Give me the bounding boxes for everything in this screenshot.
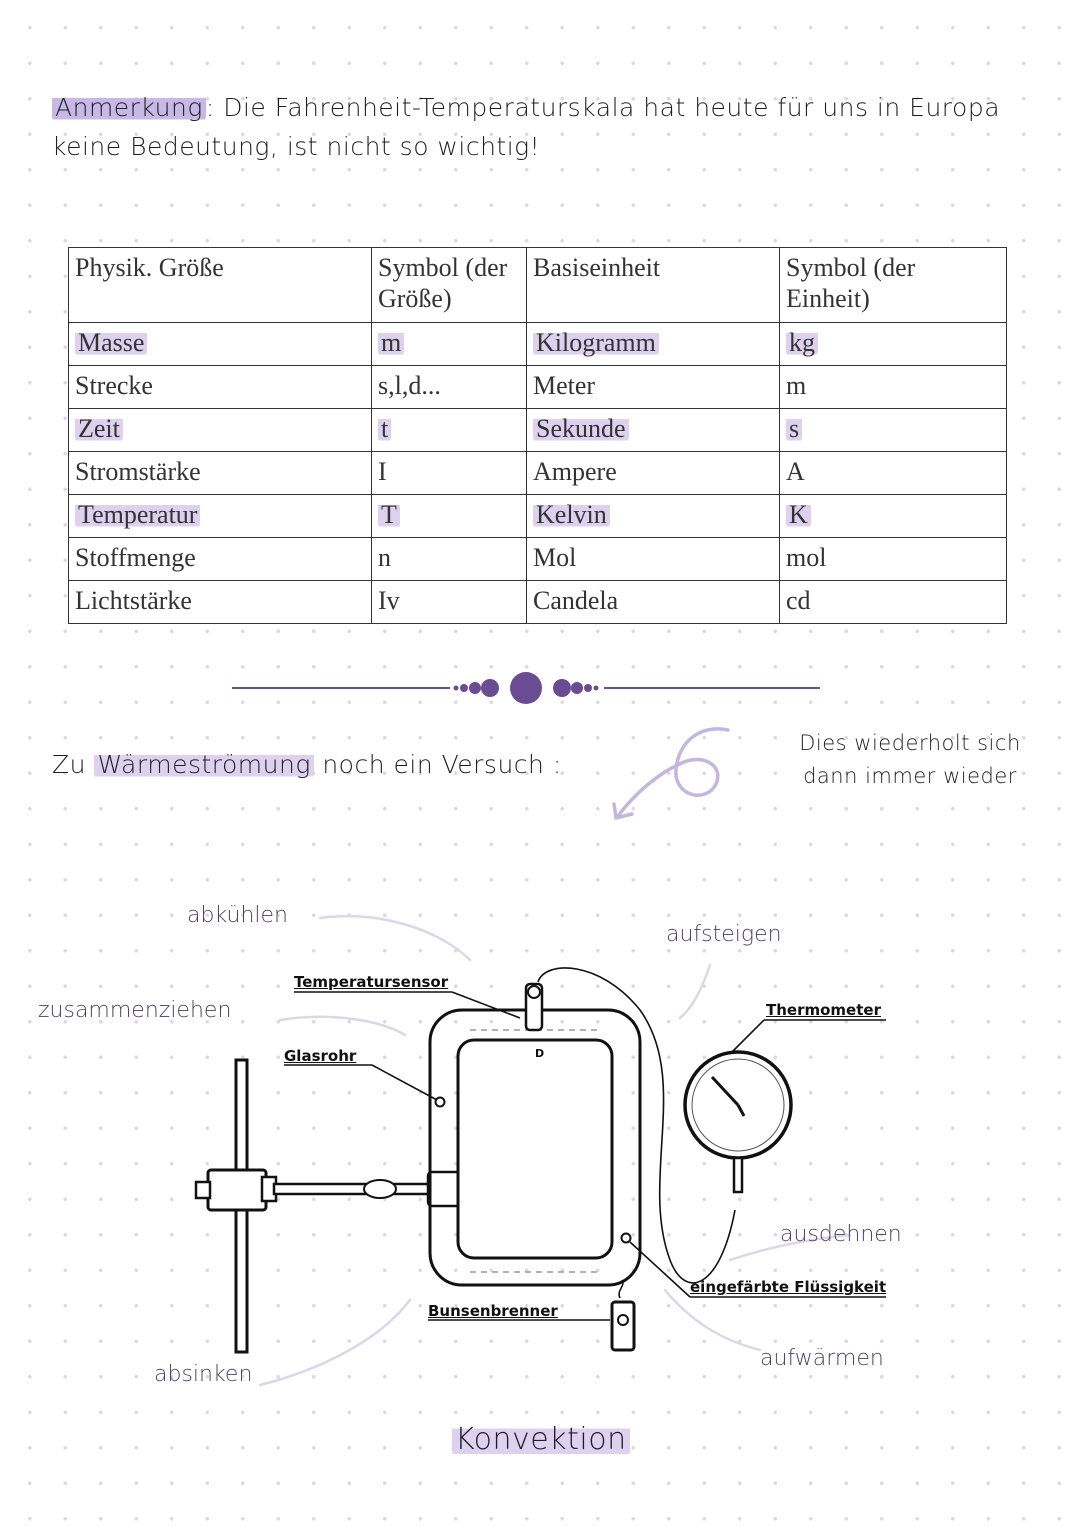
cell-text: t [378,414,391,443]
cell-quantity [69,366,372,409]
cell-text: Ampere [533,457,617,486]
cell-unit-symbol [780,538,1007,581]
note-paragraph [52,88,1012,166]
cell-text: Zeit [75,414,123,443]
cell-quantity [69,409,372,452]
footer-title-text: Konvektion [452,1422,630,1457]
cell-symbol [372,452,527,495]
cycle-arrow-icon [600,718,740,828]
label-ausdehnen: ausdehnen [780,1222,902,1247]
table-header-row [69,248,1007,323]
section-highlight: Wärmeströmung [94,750,313,779]
cell-text: Meter [533,371,596,400]
cell-symbol [372,409,527,452]
cell-symbol [372,366,527,409]
footer-title [452,1422,630,1457]
cell-text: Candela [533,586,619,615]
cell-quantity [69,538,372,581]
cell-unit [527,538,780,581]
cell-symbol [372,495,527,538]
cell-text: Lichtstärke [75,586,192,615]
table-row [69,452,1007,495]
cell-unit [527,581,780,624]
cell-unit [527,495,780,538]
repeat-note-line1: Dies wiederholt sich [799,731,1021,755]
cell-quantity [69,581,372,624]
label-glasrohr: Glasrohr [284,1047,357,1065]
cell-unit-symbol [780,323,1007,366]
header-quantity: Physik. Größe [69,248,372,323]
cell-symbol [372,323,527,366]
cell-text: Strecke [75,371,153,400]
cell-unit [527,323,780,366]
cell-quantity [69,495,372,538]
label-absinken: absinken [154,1362,253,1387]
label-abkuehlen: abkühlen [187,903,288,928]
cell-text: mol [786,543,827,572]
label-zusammenziehen: zusammenziehen [38,998,232,1023]
table-row [69,366,1007,409]
cell-text: Sekunde [533,414,629,443]
cell-text: kg [786,328,818,357]
table-row [69,495,1007,538]
section-prefix: Zu [52,750,86,779]
cell-unit [527,366,780,409]
cell-text: Temperatur [75,500,200,529]
cell-text: m [786,371,807,400]
cell-text: Masse [75,328,147,357]
cell-unit-symbol [780,409,1007,452]
bunsen-burner-icon [612,1280,634,1350]
section-suffix: noch ein Versuch : [322,750,562,779]
cell-text: s [786,414,802,443]
repeat-note-line2: dann immer wieder [803,764,1017,788]
cell-unit [527,452,780,495]
label-bunsenbrenner: Bunsenbrenner [428,1302,558,1320]
note-label: Anmerkung [52,93,206,122]
cell-text: T [378,500,400,529]
cell-symbol [372,538,527,581]
cell-text: Kilogramm [533,328,659,357]
cell-unit-symbol [780,366,1007,409]
label-temperatursensor: Temperatursensor [294,973,449,991]
cell-unit [527,409,780,452]
cell-text: I [378,457,387,486]
table-body [69,323,1007,624]
cell-text: cd [786,586,811,615]
table-row [69,581,1007,624]
label-aufsteigen: aufsteigen [666,922,782,947]
cell-symbol [372,581,527,624]
cell-text: K [786,500,811,529]
header-unit: Basiseinheit [527,248,780,323]
label-thermometer: Thermometer [766,1001,881,1019]
cell-text: A [786,457,805,486]
header-symbol: Symbol (der Größe) [372,248,527,323]
thermometer-icon [685,1052,791,1192]
cell-unit-symbol [780,581,1007,624]
decorative-divider [232,668,822,710]
convection-apparatus-diagram [0,880,1080,1410]
table-row [69,409,1007,452]
label-aufwaermen: aufwärmen [760,1346,884,1371]
cell-text: Stromstärke [75,457,201,486]
units-table [68,247,1007,624]
header-unit-symbol: Symbol (der Einheit) [780,248,1007,323]
cell-text: Kelvin [533,500,610,529]
label-eingefaerbte-fluessigkeit: eingefärbte Flüssigkeit [690,1278,887,1296]
section-title [52,750,562,779]
cell-text: Stoffmenge [75,543,196,572]
cell-unit-symbol [780,452,1007,495]
cell-quantity [69,323,372,366]
cell-unit-symbol [780,495,1007,538]
table-row [69,323,1007,366]
cell-quantity [69,452,372,495]
table-row [69,538,1007,581]
cell-text: m [378,328,404,357]
cell-text: Mol [533,543,577,572]
sensor-mark: D [535,1047,545,1060]
cell-text: n [378,543,391,572]
cell-text: s,l,d... [378,371,441,400]
cell-text: Iv [378,586,400,615]
note-text: : Die Fahrenheit-Temperaturskala hat heute für uns in Europa keine Bedeutung, ist nicht so wichtig! [52,93,1001,161]
repeat-note [790,727,1030,793]
